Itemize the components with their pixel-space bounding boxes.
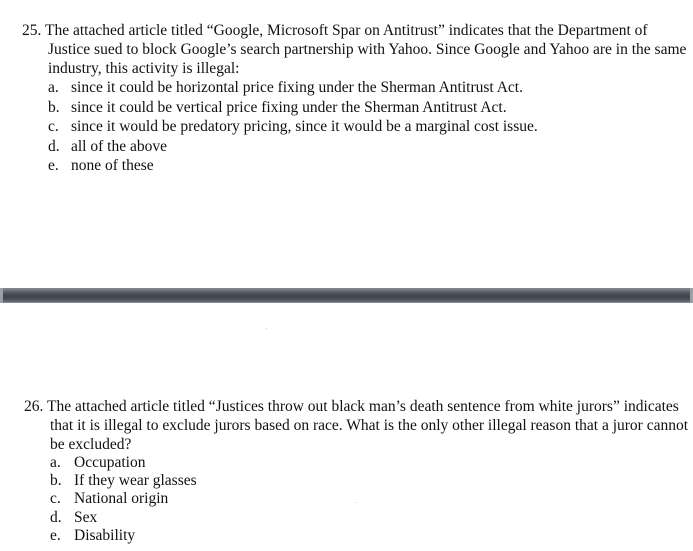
question-25 xyxy=(0,21,693,176)
answer-option-b xyxy=(0,472,693,490)
answer-option-a xyxy=(0,454,693,472)
answer-option-c xyxy=(0,117,693,137)
question-number: 26. xyxy=(24,398,44,415)
option-letter: c. xyxy=(48,118,59,136)
page-divider xyxy=(0,288,693,303)
option-letter: e. xyxy=(48,157,59,175)
option-text: If they wear glasses xyxy=(74,472,197,490)
option-text: none of these xyxy=(71,157,154,175)
answer-options xyxy=(0,454,693,545)
option-letter: e. xyxy=(50,526,61,544)
answer-option-d xyxy=(0,509,693,527)
option-text: Occupation xyxy=(74,454,146,471)
question-stem xyxy=(0,21,693,78)
scan-speck xyxy=(266,328,267,329)
option-text: since it could be vertical price fixing under the Sherman Antitrust Act. xyxy=(71,98,507,116)
option-letter: d. xyxy=(48,137,60,155)
option-letter: b. xyxy=(48,98,60,116)
option-letter: b. xyxy=(50,472,62,490)
question-26 xyxy=(0,397,693,545)
option-text: Sex xyxy=(74,508,98,526)
question-stem xyxy=(0,397,693,454)
answer-option-e xyxy=(0,527,693,545)
option-text: since it could be horizontal price fixing under the Sherman Antitrust Act. xyxy=(71,79,523,96)
answer-options xyxy=(0,78,693,176)
option-text: National origin xyxy=(74,490,169,508)
option-letter: d. xyxy=(50,508,62,526)
question-number: 25. xyxy=(22,22,42,39)
answer-option-e xyxy=(0,156,693,176)
option-text: since it would be predatory pricing, since it would be a marginal cost issue. xyxy=(71,118,538,136)
divider-edge-left xyxy=(0,288,3,303)
option-text: Disability xyxy=(74,526,136,544)
answer-option-a xyxy=(0,78,693,98)
question-text: The attached article titled “Google, Microsoft Spar on Antitrust” indicates that the Department of Justice sued to block Google’s search partnership with Yahoo. Since Google and Yahoo are in the same industry, this activity is illegal: xyxy=(44,22,687,77)
option-letter: c. xyxy=(50,490,61,508)
answer-option-d xyxy=(0,137,693,157)
option-letter: a. xyxy=(50,454,61,471)
answer-option-b xyxy=(0,98,693,118)
option-letter: a. xyxy=(48,79,59,96)
question-text: The attached article titled “Justices throw out black man’s death sentence from white jurors” indicates that it is illegal to exclude jurors based on race. What is the only other illegal reason that a juror cannot be excluded? xyxy=(46,398,689,453)
option-text: all of the above xyxy=(71,137,167,155)
answer-option-c xyxy=(0,490,693,508)
